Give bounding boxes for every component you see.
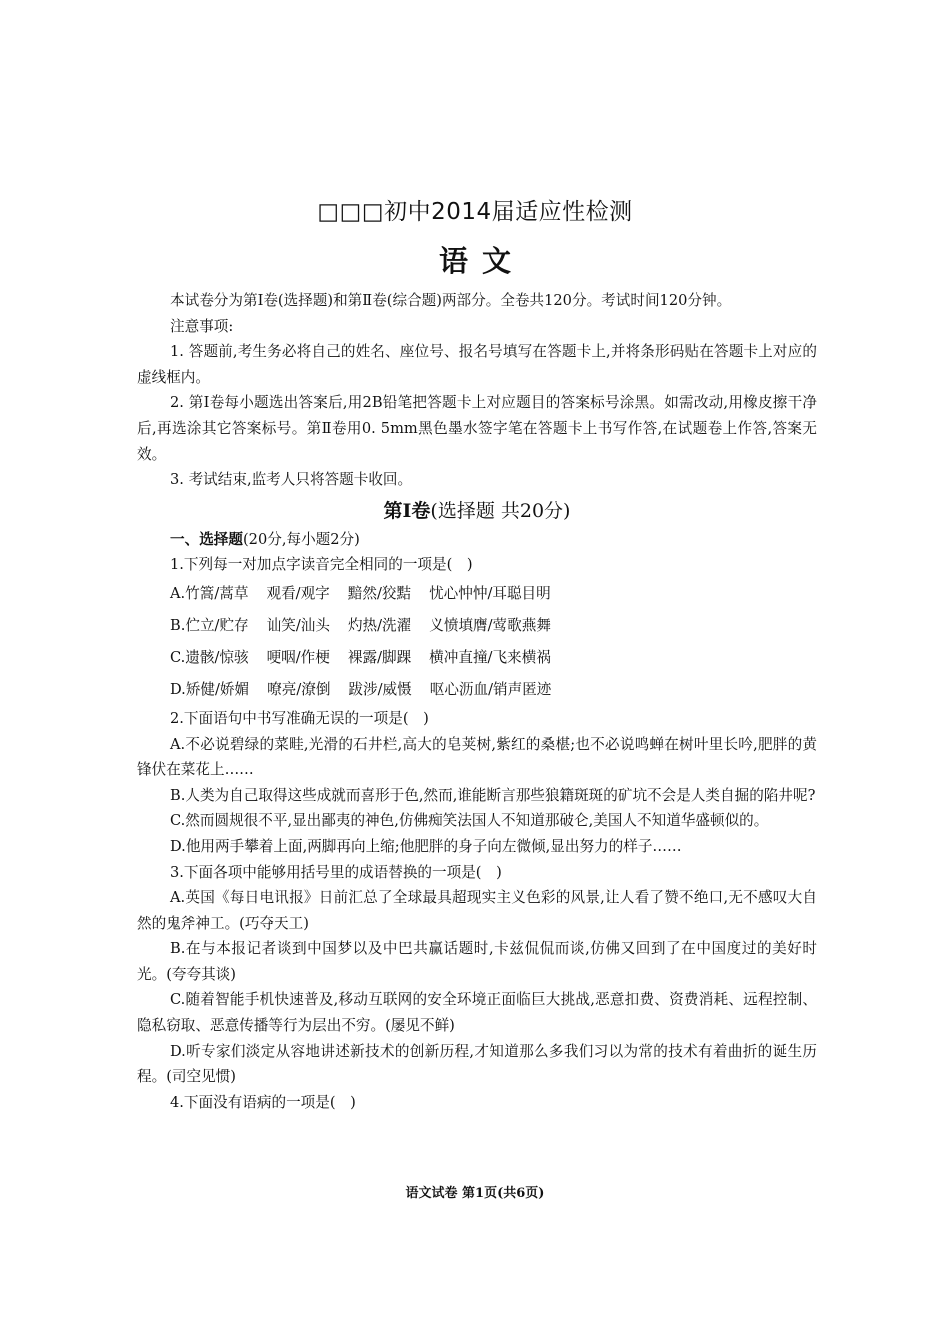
section-title — [137, 497, 817, 525]
word-pair: 观看/观字 — [266, 584, 330, 602]
question-2-option-d: D.他用两手攀着上面,两脚再向上缩;他肥胖的身子向左微倾,显出努力的样子…… — [170, 837, 682, 855]
word-pair: 裸露/脚踝 — [347, 648, 412, 666]
exam-title: □□□初中2014届适应性检测 — [317, 199, 633, 225]
question-1-option — [137, 610, 817, 642]
section-title-paren: (选择题 共20分) — [430, 499, 571, 522]
notice-heading: 注意事项: — [170, 317, 234, 335]
word-pair: 嘹亮/潦倒 — [267, 680, 331, 698]
question-2-option-b: B.人类为自己取得这些成就而喜形于色,然而,谁能断言那些狼籍斑斑的矿坑不会是人类自掘的陷井呢? — [170, 786, 816, 804]
word-pair: C.遗骸/惊骇 — [170, 648, 249, 666]
notice-item: 1. 答题前,考生务必将自己的姓名、座位号、报名号填写在答题卡上,并将条形码贴在答题卡上对应的虚线框内。 — [137, 343, 817, 386]
page-footer: 语文试卷 第1页(共6页) — [405, 1186, 545, 1201]
word-pair: B.伫立/贮存 — [170, 616, 249, 634]
exam-body — [137, 288, 817, 1115]
word-pair: 灼热/洗濯 — [347, 616, 412, 634]
word-pair: 横冲直撞/飞来横祸 — [429, 648, 551, 666]
word-pair: D.矫健/娇媚 — [170, 680, 250, 698]
question-1-option — [137, 578, 817, 610]
word-pair: A.竹篙/蒿草 — [170, 584, 249, 602]
word-pair: 讪笑/汕头 — [266, 616, 330, 634]
word-pair: 忧心忡忡/耳聪目明 — [429, 584, 551, 602]
question-3-option-c: C.随着智能手机快速普及,移动互联网的安全环境正面临巨大挑战,恶意扣费、资费消耗、远程控制、隐私窃取、恶意传播等行为层出不穷。(屡见不鲜) — [137, 991, 817, 1035]
question-1-option — [137, 642, 817, 674]
notice-item: 2. 第Ⅰ卷每小题选出答案后,用2B铅笔把答题卡上对应题目的答案标号涂黑。如需改动,用橡皮擦干净后,再选涂其它答案标号。第Ⅱ卷用0. 5mm黑色墨水签字笔在答题卡上书写作答,在试题卷上作答,答案无效。 — [137, 394, 817, 463]
word-pair: 黯然/狡黠 — [347, 584, 412, 602]
question-3-option-b: B.在与本报记者谈到中国梦以及中巴共赢话题时,卡兹侃侃而谈,仿佛又回到了在中国度过的美好时光。(夸夸其谈) — [137, 940, 817, 983]
question-group-note: (20分,每小题2分) — [242, 530, 360, 548]
question-1-stem: 1.下列每一对加点字读音完全相同的一项是( ) — [170, 556, 473, 574]
question-group-heading — [137, 527, 817, 553]
question-3-stem: 3.下面各项中能够用括号里的成语替换的一项是( ) — [170, 863, 502, 881]
word-pair: 跋涉/威慑 — [348, 680, 412, 698]
question-1-option — [137, 674, 817, 706]
word-pair: 呕心沥血/销声匿迹 — [429, 680, 552, 698]
subject-title: 语文 — [438, 244, 525, 278]
question-2-option-a: A.不必说碧绿的菜畦,光滑的石井栏,高大的皂荚树,紫红的桑椹;也不必说鸣蝉在树叶里长吟,肥胖的黄锋伏在菜花上…… — [137, 735, 817, 779]
intro-paragraph: 本试卷分为第Ⅰ卷(选择题)和第Ⅱ卷(综合题)两部分。全卷共120分。考试时间120分钟。 — [170, 292, 732, 309]
question-2-stem: 2.下面语句中书写准确无误的一项是( ) — [170, 709, 429, 727]
question-3-option-d: D.听专家们淡定从容地讲述新技术的创新历程,才知道那么多我们习以为常的技术有着曲折的诞生历程。(司空见惯) — [137, 1042, 817, 1086]
section-title-main: 第Ⅰ卷 — [383, 499, 431, 522]
word-pair: 义愤填膺/莺歌燕舞 — [429, 616, 551, 634]
notice-item: 3. 考试结束,监考人只将答题卡收回。 — [170, 471, 413, 489]
question-4-stem: 4.下面没有语病的一项是( ) — [170, 1093, 356, 1111]
question-group-label: 一、选择题 — [170, 530, 243, 548]
question-2-option-c: C.然而圆规很不平,显出鄙夷的神色,仿佛痴笑法国人不知道那破仑,美国人不知道华盛顿似的。 — [170, 812, 769, 830]
question-3-option-a: A.英国《每日电讯报》日前汇总了全球最具超现实主义色彩的风景,让人看了赞不绝口,无不感叹大自然的鬼斧神工。(巧夺天工) — [137, 889, 817, 932]
word-pair: 哽咽/作梗 — [266, 648, 330, 666]
